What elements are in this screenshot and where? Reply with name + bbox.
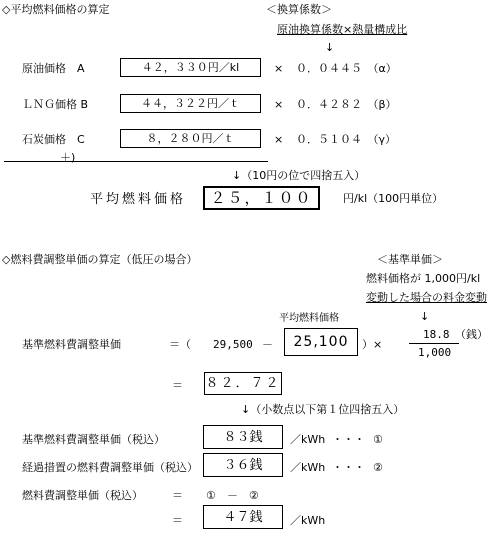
final-adjustment-box <box>203 505 283 529</box>
average-fuel-price-box <box>203 186 320 210</box>
coal-coefficient: ０．５１０４ （γ） <box>296 133 397 146</box>
close-paren-times: ）× <box>362 338 383 351</box>
final-equals-2: ＝ <box>172 514 183 527</box>
section2-title: ◇燃料費調整単価の算定（低圧の場合） <box>2 253 198 266</box>
mark-1: ① <box>373 433 383 446</box>
final-adjustment-label: 燃料費調整単価（税込） <box>22 489 143 502</box>
lng-coefficient: ０．４２８２ （β） <box>296 98 397 111</box>
final-equals: ＝ <box>172 489 183 502</box>
coal-price-box <box>120 129 261 148</box>
fraction-bar <box>409 343 459 344</box>
final-adjustment-value: ４７銭 <box>223 509 263 525</box>
unit-kwh: ／kWh <box>290 433 326 446</box>
base-fuel-price: 29,500 <box>213 338 253 351</box>
average-fuel-price-unit: 円/kl（100円単位） <box>343 192 444 205</box>
sum-line <box>4 161 268 162</box>
base-adjustment-label: 基準燃料費調整単価 <box>22 338 121 351</box>
fraction-numerator: 18.8 <box>423 328 450 341</box>
equals-open-paren: ＝（ <box>169 338 191 351</box>
average-fuel-price-label: 平均燃料価格 <box>90 192 187 207</box>
lng-label: ＬＮＧ価格 B <box>22 98 89 111</box>
transitional-adjustment-value: ３６銭 <box>223 457 263 473</box>
standard-rate-line1: 燃料価格が 1,000円/kl <box>366 272 481 285</box>
lng-price-box <box>120 94 261 113</box>
rounding-note: ↓（10円の位で四捨五入） <box>232 169 366 182</box>
transitional-adjustment-box <box>203 453 283 477</box>
standard-rate-line2: 変動した場合の料金変動 <box>366 291 487 304</box>
leader-dots: ・・・ <box>332 433 365 446</box>
crude-oil-coefficient: ０．０４４５ （α） <box>296 62 397 75</box>
base-adjustment-result: ８２．７２ <box>205 376 281 391</box>
leader-dots: ・・・ <box>332 461 365 474</box>
coefficient-arrow: ↓ <box>325 41 335 54</box>
plus-sign: ＋) <box>60 151 76 164</box>
coefficient-header: ＜換算係数＞ <box>266 3 332 16</box>
fraction-unit: （銭） <box>455 328 488 341</box>
fraction-denominator: 1,000 <box>418 346 452 359</box>
unit-kwh: ／kWh <box>290 461 326 474</box>
mark-2: ② <box>373 461 383 474</box>
lng-price: ４４，３２２円／ｔ <box>141 97 240 110</box>
base-adjustment-taxed-label: 基準燃料費調整単価（税込） <box>22 433 165 446</box>
times-sign: × <box>274 98 284 111</box>
final-formula: ① － ② <box>206 489 259 502</box>
crude-oil-label: 原油価格 A <box>22 62 85 75</box>
transitional-adjustment-label: 経過措置の燃料費調整単価（税込） <box>22 461 198 474</box>
coefficient-formula: 原油換算係数×熱量構成比 <box>277 23 408 36</box>
section1-title: ◇平均燃料価格の算定 <box>2 3 110 16</box>
times-sign: × <box>274 133 284 146</box>
coal-label: 石炭価格 C <box>22 133 85 146</box>
coal-price: ８，２８０円／ｔ <box>146 132 235 145</box>
unit-kwh: ／kWh <box>290 514 326 527</box>
standard-rate-header: ＜基準単価＞ <box>377 253 443 266</box>
times-sign: × <box>274 62 284 75</box>
average-fuel-price-value: ２５，１００ <box>210 188 313 207</box>
calc-average-price-value: 25,100 <box>293 334 349 350</box>
base-adjustment-taxed-value: ８３銭 <box>223 429 263 445</box>
rounding-note-2: ↓（小数点以下第１位四捨五入） <box>241 403 405 416</box>
average-fuel-price-caption: 平均燃料価格 <box>279 313 339 324</box>
calc-average-price-box <box>284 328 358 356</box>
result-equals: ＝ <box>172 379 183 392</box>
crude-oil-price: ４２，３３０円／kl <box>141 61 240 74</box>
standard-rate-arrow: ↓ <box>420 310 430 323</box>
base-adjustment-taxed-box <box>203 425 283 449</box>
minus-sign: － <box>262 338 273 351</box>
base-adjustment-result-box <box>204 372 282 395</box>
crude-oil-price-box <box>120 58 261 77</box>
